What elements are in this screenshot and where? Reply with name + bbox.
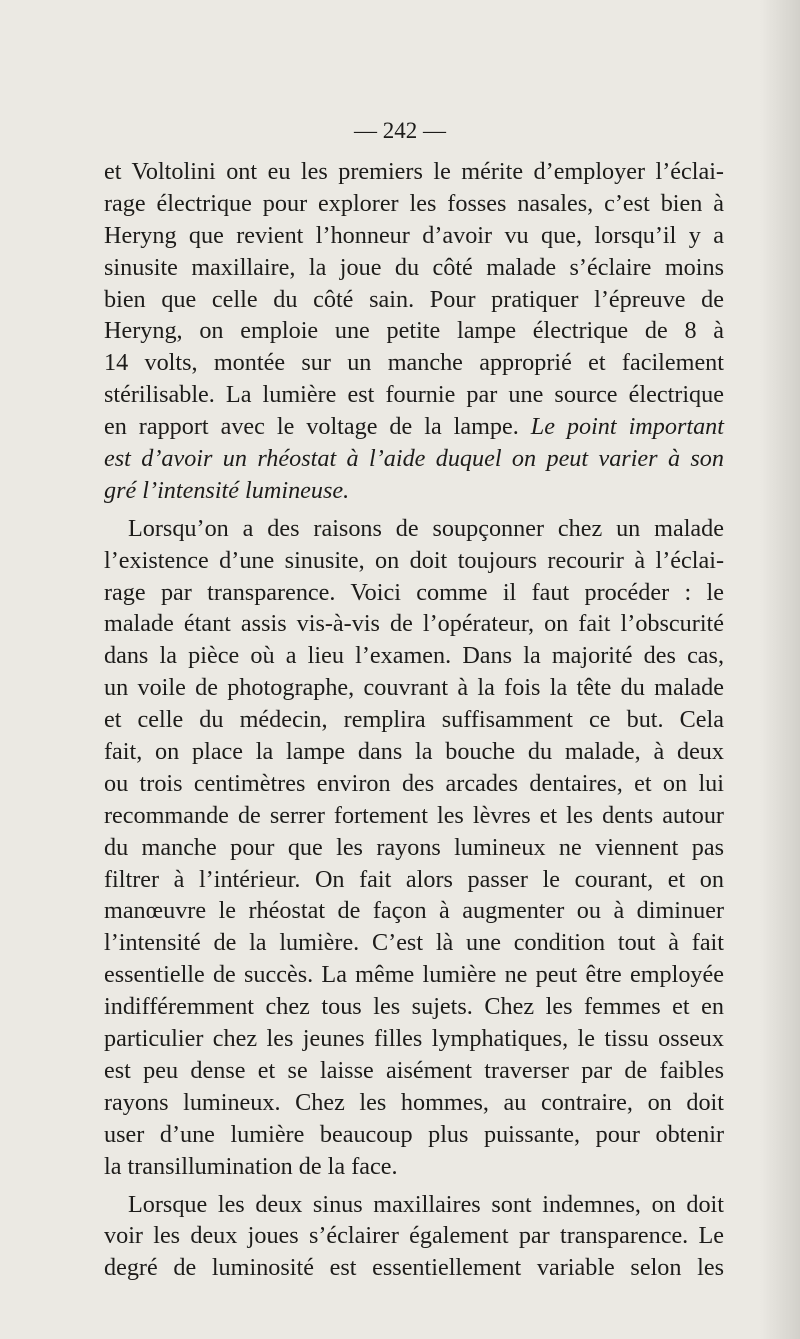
text-line [104, 411, 724, 443]
text-line [104, 704, 724, 736]
text-line [104, 1189, 724, 1221]
text-line [104, 991, 724, 1023]
text-run: fait, on place la lampe dans la bouche du malade, à deux [104, 738, 724, 766]
text-run: recommande de serrer fortement les lèvres et les dents autour [104, 801, 724, 829]
text-run: Heryng que revient l’honneur d’avoir vu que, lorsqu’il y a [104, 221, 724, 249]
text-line [104, 188, 724, 220]
text-run: la transillumination de la face. [104, 1152, 398, 1180]
text-line [104, 736, 724, 768]
text-line [104, 513, 724, 545]
text-run: manœuvre le rhéostat de façon à augmenter ou à diminuer [104, 897, 724, 925]
text-line [104, 864, 724, 896]
text-run: user d’une lumière beaucoup plus puissante, pour obtenir [104, 1120, 724, 1148]
text-line [104, 1151, 724, 1183]
text-line [104, 220, 724, 252]
text-run: l’existence d’une sinusite, on doit toujours recourir à l’éclai- [104, 546, 724, 574]
text-line [104, 1252, 724, 1284]
italic-text: est d’avoir un rhéostat à l’aide duquel on peut varier à son [104, 445, 724, 473]
text-line [104, 640, 724, 672]
text-line [104, 800, 724, 832]
text-line [104, 895, 724, 927]
text-run: degré de luminosité est essentiellement variable selon les [104, 1254, 724, 1282]
text-run: 14 volts, montée sur un manche approprié et facilement [104, 349, 724, 377]
paragraph [104, 156, 724, 507]
text-run: malade étant assis vis-à-vis de l’opérateur, on fait l’obscurité [104, 610, 724, 638]
text-run: voir les deux joues s’éclairer également par transparence. Le [104, 1222, 724, 1250]
page-number: — 242 — [354, 118, 446, 143]
text-run: ou trois centimètres environ des arcades dentaires, et on lui [104, 769, 724, 797]
text-run: en rapport avec le voltage de la lampe. [104, 413, 531, 441]
text-line [104, 768, 724, 800]
text-run: rage par transparence. Voici comme il faut procéder : le [104, 578, 724, 606]
paragraph [104, 513, 724, 1183]
text-line [104, 1087, 724, 1119]
text-line [104, 927, 724, 959]
text-run: un voile de photographe, couvrant à la fois la tête du malade [104, 674, 724, 702]
text-run: Lorsqu’on a des raisons de soupçonner chez un malade [128, 514, 724, 542]
text-run: rage électrique pour explorer les fosses nasales, c’est bien à [104, 189, 724, 217]
text-run: Heryng, on emploie une petite lampe électrique de 8 à [104, 317, 724, 345]
text-line [104, 1119, 724, 1151]
text-run: du manche pour que les rayons lumineux ne viennent pas [104, 833, 724, 861]
text-run: Lorsque les deux sinus maxillaires sont indemnes, on doit [128, 1190, 724, 1218]
text-line [104, 315, 724, 347]
text-line [104, 672, 724, 704]
text-line [104, 443, 724, 475]
text-line [104, 156, 724, 188]
text-run: filtrer à l’intérieur. On fait alors passer le courant, et on [104, 865, 724, 893]
text-line [104, 252, 724, 284]
italic-text: Le point important [530, 413, 724, 441]
text-run: et Voltolini ont eu les premiers le mérite d’employer l’éclai- [104, 158, 724, 185]
text-line [104, 347, 724, 379]
text-run: stérilisable. La lumière est fournie par une source électrique [104, 381, 724, 409]
text-run: particulier chez les jeunes filles lymphatiques, le tissu osseux [104, 1025, 724, 1053]
text-line [104, 475, 724, 507]
text-run: essentielle de succès. La même lumière ne peut être employée [104, 961, 724, 989]
text-run: dans la pièce où a lieu l’examen. Dans la majorité des cas, [104, 642, 724, 670]
text-line [104, 577, 724, 609]
body-text [104, 156, 724, 1284]
page-edge-shadow [760, 0, 800, 1339]
text-run: est peu dense et se laisse aisément traverser par de faibles [104, 1056, 724, 1084]
text-line [104, 959, 724, 991]
italic-text: gré l’intensité lumineuse. [104, 476, 350, 504]
text-line [104, 1055, 724, 1087]
text-run: et celle du médecin, remplira suffisamment ce but. Cela [104, 706, 724, 734]
text-run: indifféremment chez tous les sujets. Chez les femmes et en [104, 993, 724, 1021]
text-line [104, 608, 724, 640]
text-line [104, 545, 724, 577]
text-run: rayons lumineux. Chez les hommes, au contraire, on doit [104, 1088, 724, 1116]
paragraph [104, 1189, 724, 1285]
text-run: sinusite maxillaire, la joue du côté malade s’éclaire moins [104, 253, 724, 281]
text-run: bien que celle du côté sain. Pour pratiquer l’épreuve de [104, 285, 724, 313]
text-line [104, 832, 724, 864]
text-line [104, 1023, 724, 1055]
text-line [104, 1220, 724, 1252]
text-line [104, 379, 724, 411]
text-line [104, 284, 724, 316]
text-run: l’intensité de la lumière. C’est là une condition tout à fait [104, 929, 724, 957]
